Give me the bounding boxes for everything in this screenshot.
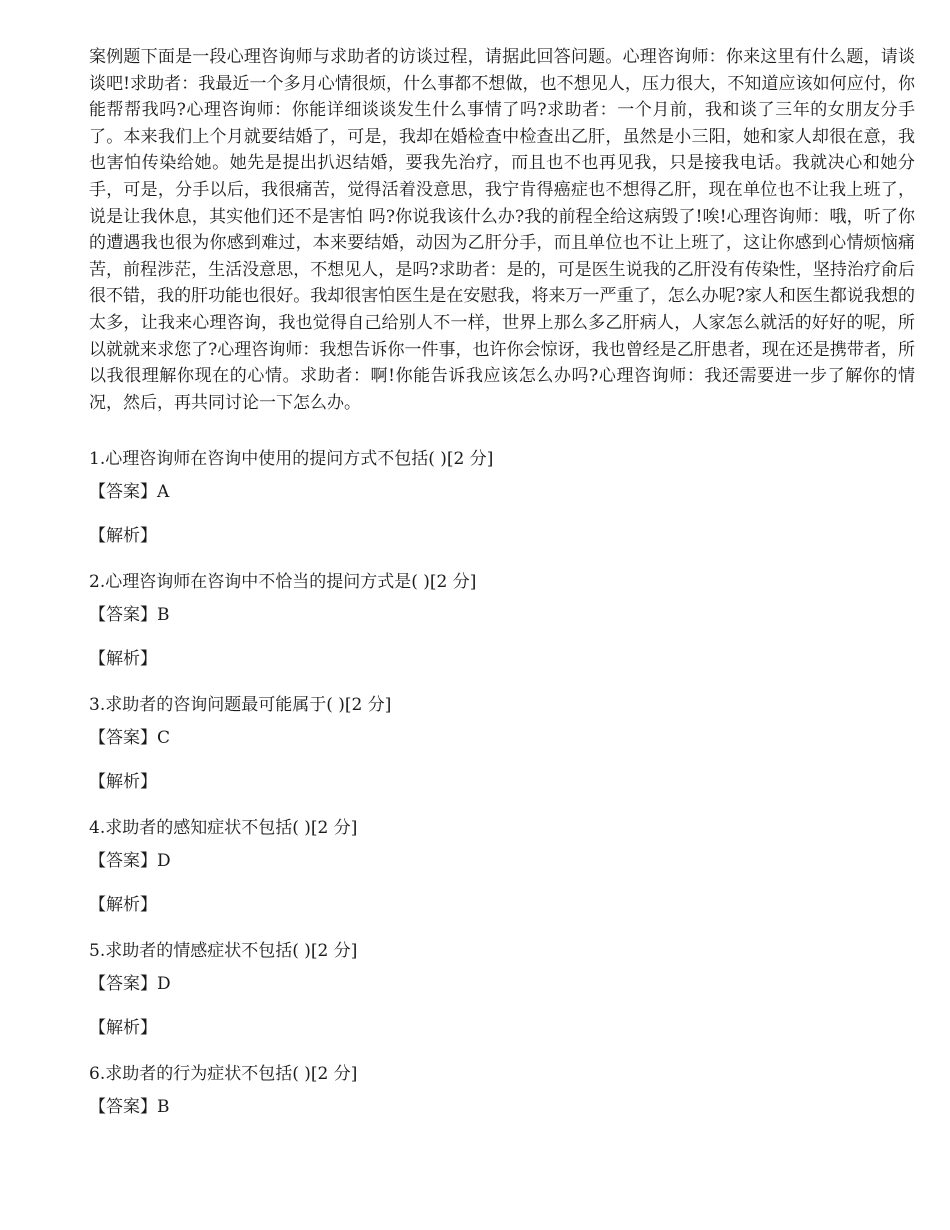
question-list: [89, 447, 915, 1119]
question-item: [89, 1062, 915, 1119]
question-item: [89, 693, 915, 794]
question-analysis: 【解析】: [89, 1018, 157, 1039]
question-item: [89, 816, 915, 917]
question-answer: 【答案】B: [89, 605, 170, 626]
question-item: [89, 447, 915, 548]
question-stem: 3.求助者的咨询问题最可能属于( )[2 分]: [89, 695, 392, 716]
document-page: [89, 44, 915, 1141]
question-stem: 6.求助者的行为症状不包括( )[2 分]: [89, 1064, 358, 1085]
question-answer: 【答案】A: [89, 482, 170, 503]
question-item: [89, 939, 915, 1040]
question-answer: 【答案】D: [89, 851, 171, 872]
question-stem: 5.求助者的情感症状不包括( )[2 分]: [89, 941, 358, 962]
question-stem: 1.心理咨询师在咨询中使用的提问方式不包括( )[2 分]: [89, 449, 494, 470]
question-answer: 【答案】B: [89, 1097, 170, 1118]
question-analysis: 【解析】: [89, 772, 157, 793]
question-stem: 2.心理咨询师在咨询中不恰当的提问方式是( )[2 分]: [89, 572, 477, 593]
question-analysis: 【解析】: [89, 649, 157, 670]
question-answer: 【答案】D: [89, 974, 171, 995]
question-stem: 4.求助者的感知症状不包括( )[2 分]: [89, 818, 358, 839]
question-analysis: 【解析】: [89, 526, 157, 547]
question-item: [89, 570, 915, 671]
case-passage: 案例题下面是一段心理咨询师与求助者的访谈过程，请据此回答问题。心理咨询师：你来这里有什么题，请谈谈吧!求助者：我最近一个多月心情很烦，什么事都不想做，也不想见人，压力很大，不知道应该如何应付，你能帮帮我吗?心理咨询师：你能详细谈谈发生什么事情了吗?求助者：一个月前，我和谈了三年的女朋友分手了。本来我们上个月就要结婚了，可是，我却在婚检查中检查出乙肝，虽然是小三阳，她和家人却很在意，我也害怕传染给她。她先是提出扒迟结婚，要我先治疗，而且也不也再见我，只是接我电话。我就决心和她分手，可是，分手以后，我很痛苦，觉得活着没意思，我宁肯得癌症也不想得乙肝，现在单位也不让我上班了，说是让我休息，其实他们还不是害怕 吗?你说我该什么办?我的前程全给这病毁了!唉!心理咨询师：哦，听了你的遭遇我也很为你感到难过，本来要结婚，动因为乙肝分手，而且单位也不让上班了，这让你感到心情烦恼痛苦，前程涉茫，生活没意思，不想见人，是吗?求助者：是的，可是医生说我的乙肝没有传染性，坚持治疗俞后很不错，我的肝功能也很好。我却很害怕医生是在安慰我，将来万一严重了，怎么办呢?家人和医生都说我想的太多，让我来心理咨询，我也觉得自己给别人不一样，世界上那么多乙肝病人，人家怎么就活的好好的呢，所以就就来求您了?心理咨询师：我想告诉你一件事，也许你会惊讶，我也曾经是乙肝患者，现在还是携带者，所以我很理解你现在的心情。求助者：啊!你能告诉我应该怎么办吗?心理咨询师：我还需要进一步了解你的情况，然后，再共同讨论一下怎么办。: [89, 47, 915, 413]
question-answer: 【答案】C: [89, 728, 171, 749]
question-analysis: 【解析】: [89, 895, 157, 916]
